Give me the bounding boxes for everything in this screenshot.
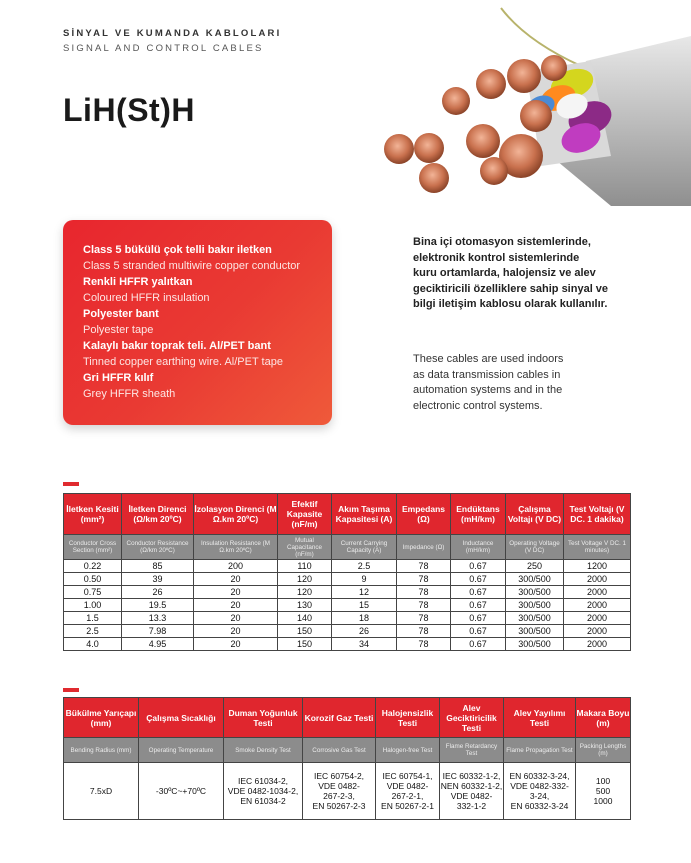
column-header-en: Smoke Density Test [224,738,303,763]
table-row [64,625,631,638]
table-cell: 9 [332,573,397,586]
cell-line: NEN 60332-1-2, [440,781,503,791]
table-cell: 7.98 [122,625,194,638]
copper-strand [507,59,541,93]
cell-line: 3-24, [529,791,550,801]
table-cell: 2.5 [64,625,122,638]
table-cell: 0.75 [64,586,122,599]
table-cell: 78 [397,573,451,586]
column-header-en: Test Voltage V DC. 1 minutes) [564,535,631,560]
table-cell: 20 [194,612,278,625]
description-line: automation systems and in the [413,384,563,396]
column-header-tr: Efektif Kapasite (nF/m) [278,494,332,535]
column-header-en: Current Carrying Capacity (A) [332,535,397,560]
column-header-en: Operating Temperature [139,738,224,763]
construction-item-en: Polyester tape [83,324,154,336]
column-header-tr: Alev Geciktiricilik Testi [440,698,504,738]
cell-line: 500 [595,786,611,796]
section-marker [63,482,79,486]
table-cell: 12 [332,586,397,599]
cell-line: 7.5xD [89,786,113,796]
cell-line: 1000 [593,796,613,806]
table-cell: 150 [278,625,332,638]
cell-line: IEC 61034-2, [237,776,289,786]
column-header-en: Conductor Cross Section (mm²) [64,535,122,560]
table-cell: 2000 [564,586,631,599]
table-cell: 130 [278,599,332,612]
table-cell [64,763,139,820]
table-cell: 20 [194,638,278,651]
copper-strand [520,100,552,132]
cable-illustration [376,6,691,206]
electrical-properties-table [63,493,631,651]
category-title-en: SIGNAL AND CONTROL CABLES [63,43,264,54]
column-header-tr: İletken Kesiti (mm²) [64,494,122,535]
cell-line: 267-2-1, [391,791,424,801]
table-row [64,763,631,820]
table-cell [224,763,303,820]
table-cell: 0.50 [64,573,122,586]
table-cell [303,763,376,820]
column-header-tr: Halojensizlik Testi [376,698,440,738]
table-cell: 300/500 [506,638,564,651]
table-cell: 78 [397,638,451,651]
description-tr [413,235,653,313]
column-header-en: Insulation Resistance (M Ω.km 20ºC) [194,535,278,560]
column-header-tr: Duman Yoğunluk Testi [224,698,303,738]
table-cell: 0.67 [451,638,506,651]
table-cell: 0.67 [451,599,506,612]
table-cell: 20 [194,573,278,586]
table-row [64,573,631,586]
table-cell: 78 [397,586,451,599]
construction-item-tr: Kalaylı bakır toprak teli. Al/PET bant [83,340,271,352]
column-header-tr: Empedans (Ω) [397,494,451,535]
construction-item-en: Coloured HFFR insulation [83,292,210,304]
table-cell: 300/500 [506,573,564,586]
cell-line: IEC 60754-1, [382,771,433,781]
table-cell: 34 [332,638,397,651]
column-header-tr: Akım Taşıma Kapasitesi (A) [332,494,397,535]
construction-item-en: Grey HFFR sheath [83,388,176,400]
cell-line: EN 60332-3-24 [510,801,569,811]
construction-item-tr: Class 5 bükülü çok telli bakır iletken [83,244,272,256]
column-header-en: Conductor Resistance (Ω/km 20ºC) [122,535,194,560]
construction-item-en: Tinned copper earthing wire. Al/PET tape [83,356,283,368]
table-cell: 2000 [564,625,631,638]
table-cell [139,763,224,820]
category-title-tr: SİNYAL VE KUMANDA KABLOLARI [63,28,282,39]
column-header-en: Flame Retardancy Test [440,738,504,763]
table-row [64,560,631,573]
table-cell: 0.67 [451,586,506,599]
table-cell: 2000 [564,638,631,651]
table-cell: 78 [397,599,451,612]
column-header-en: Impedance (Ω) [397,535,451,560]
column-header-tr: Korozif Gaz Testi [303,698,376,738]
description-en [413,352,633,414]
table-cell: 2.5 [332,560,397,573]
column-header-en: Operating Voltage (V DC) [506,535,564,560]
table-cell: 140 [278,612,332,625]
table-cell: 1.5 [64,612,122,625]
description-line: geciktiricili özelliklere sahip sinyal ve [413,282,609,295]
cell-line: EN 50267-2-1 [381,801,434,811]
table-cell: 200 [194,560,278,573]
column-header-tr: İletken Direnci (Ω/km 20ºC) [122,494,194,535]
table-cell: 1200 [564,560,631,573]
table-cell: 13.3 [122,612,194,625]
cell-line: 332-1-2 [456,801,487,811]
table-row [64,638,631,651]
table-cell: 2000 [564,599,631,612]
table-cell [376,763,440,820]
column-header-en: Halogen-free Test [376,738,440,763]
description-line: bilgi iletişim kablosu olarak kullanılır. [413,298,608,310]
column-header-tr: Alev Yayılımı Testi [504,698,576,738]
table-cell: 0.67 [451,573,506,586]
column-header-en: Bending Radius (mm) [64,738,139,763]
section-marker [63,688,79,692]
description-line: Bina içi otomasyon sistemlerinde, [413,236,591,248]
mechanical-properties-table [63,697,631,820]
table-row [64,599,631,612]
header-row-tr [64,698,631,738]
header-row-tr [64,494,631,535]
construction-item-tr: Polyester bant [83,308,159,320]
table-cell: 110 [278,560,332,573]
electrical-table-body [64,560,631,651]
table-cell [576,763,631,820]
copper-strand [419,163,449,193]
description-line: electronic control systems. [413,399,543,412]
cell-line: EN 50267-2-3 [312,801,366,811]
construction-item-tr: Gri HFFR kılıf [83,372,154,384]
table-cell [504,763,576,820]
description-line: kuru ortamlarda, halojensiz ve alev [413,267,596,279]
copper-strand [541,55,567,81]
column-header-tr: Bükülme Yarıçapı (mm) [64,698,139,738]
cell-line: IEC 60332-1-2, [442,771,501,781]
table-cell: 18 [332,612,397,625]
table-cell: 0.67 [451,625,506,638]
table-cell: 2000 [564,612,631,625]
table-cell: 0.67 [451,560,506,573]
column-header-en: Flame Propagation Test [504,738,576,763]
description-line: These cables are used indoors [413,353,564,365]
column-header-en: Inductance (mH/km) [451,535,506,560]
mechanical-table-body [64,763,631,820]
header-row-en [64,535,631,560]
table-cell: 250 [506,560,564,573]
construction-item-tr: Renkli HFFR yalıtkan [83,276,193,288]
description-line: elektronik kontrol sistemlerinde [413,251,580,264]
header-row-en [64,738,631,763]
table-cell: 120 [278,586,332,599]
table-cell: 1.00 [64,599,122,612]
table-cell: 4.0 [64,638,122,651]
table-cell: 78 [397,625,451,638]
table-cell: 4.95 [122,638,194,651]
copper-strand [384,134,414,164]
copper-strand [476,69,506,99]
table-cell: 300/500 [506,599,564,612]
product-title: LiH(St)H [63,92,195,128]
copper-strand [480,157,508,185]
table-cell: 0.67 [451,612,506,625]
column-header-tr: Test Voltajı (V DC. 1 dakika) [564,494,631,535]
column-header-tr: Makara Boyu (m) [576,698,631,738]
table-cell: 300/500 [506,625,564,638]
column-header-tr: Endüktans (mH/km) [451,494,506,535]
table-cell: 2000 [564,573,631,586]
table-cell: 78 [397,612,451,625]
cell-line: VDE 0482-332- [510,781,569,791]
table-cell: 26 [122,586,194,599]
table-row [64,586,631,599]
table-cell: 120 [278,573,332,586]
table-cell: 78 [397,560,451,573]
table-cell: 20 [194,586,278,599]
copper-strand [466,124,500,158]
copper-strand [442,87,470,115]
column-header-en: Mutual Capacitance (nF/m) [278,535,332,560]
cell-line: VDE 0482-1034-2, [227,786,299,796]
description-line: as data transmission cables in [413,368,561,381]
table-cell: 26 [332,625,397,638]
copper-strand [414,133,444,163]
column-header-tr: Çalışma Sıcaklığı [139,698,224,738]
construction-box [63,220,332,425]
column-header-tr: İzolasyon Direnci (M Ω.km 20ºC) [194,494,278,535]
column-header-en: Corrosive Gas Test [303,738,376,763]
table-cell: 20 [194,599,278,612]
cell-line: VDE 0482- [318,781,360,791]
table-cell: 39 [122,573,194,586]
table-cell: 0.22 [64,560,122,573]
column-header-tr: Çalışma Voltajı (V DC) [506,494,564,535]
table-cell: 300/500 [506,612,564,625]
cell-line: EN 61034-2 [240,796,286,806]
table-cell [440,763,504,820]
table-cell: 85 [122,560,194,573]
table-cell: 20 [194,625,278,638]
table-cell: 19.5 [122,599,194,612]
cell-line: 267-2-3, [323,791,355,801]
cell-line: VDE 0482- [450,791,493,801]
table-row [64,612,631,625]
table-cell: 150 [278,638,332,651]
construction-item-en: Class 5 stranded multiwire copper conductor [83,260,301,272]
cell-line: IEC 60754-2, [313,771,365,781]
table-cell: 15 [332,599,397,612]
cell-line: EN 60332-3-24, [509,771,570,781]
column-header-en: Packing Lengths (m) [576,738,631,763]
cell-line: 100 [595,776,611,786]
cell-line: VDE 0482- [386,781,429,791]
cell-line: -30ºC~+70ºC [155,786,207,796]
table-cell: 300/500 [506,586,564,599]
